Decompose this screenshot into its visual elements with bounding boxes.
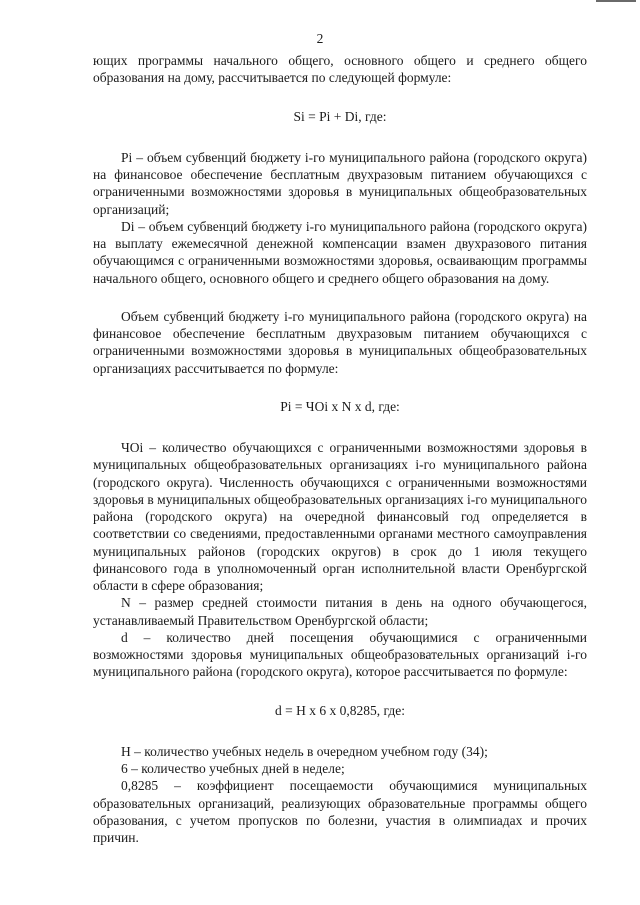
paragraph: Di – объем субвенций бюджету i-го муниципального района (городского округа) на выплату ежемесячной денежной компенсации взамен двухразового питания обучающимся с ограниченными возможностями здоровья, осваивающим программы начального общего, основного общего и среднего общего образования на дому. <box>93 218 587 286</box>
formula: Pi = ЧOi x N x d, где: <box>280 398 400 414</box>
page-number: 2 <box>316 31 324 46</box>
paragraph: Объем субвенций бюджету i-го муниципального района (городского округа) на финансовое обеспечение бесплатным двухразовым питанием обучающихся с ограниченными возможностями здоровья в муниципальных общеобразовательных организациях рассчитывается по формуле: <box>93 308 587 376</box>
paragraph-spacer <box>93 719 587 743</box>
paragraph: Pi – объем субвенций бюджету i-го муниципального района (городского округа) на финансовое обеспечение бесплатным двухразовым питанием обучающихся с ограниченными возможностями здоровья в муниципальных общеобразовательных организаций; <box>93 149 587 217</box>
paragraph: d – количество дней посещения обучающимися с ограниченными возможностями здоровья муниципальных общеобразовательных организаций i-го муниципального района (городского округа), которое рассчитывается по формуле: <box>93 629 587 680</box>
paragraph-spacer <box>93 87 587 108</box>
paragraph-spacer <box>93 287 587 308</box>
paragraph: Н – количество учебных недель в очередном учебном году (34); <box>121 743 488 759</box>
paragraph-spacer <box>93 125 587 149</box>
paragraph: ЧOi – количество обучающихся с ограниченными возможностями здоровья в муниципальных общеобразовательных организациях i-го муниципального района (городского округа). Численность обучающихся с ограниченными возможностями здоровья в муниципальных общеобразовательных организациях i-го муниципального района (городского округа) на очередной финансовый год определяется в соответствии со сведениями, предоставленными органами местного самоуправления муниципальных районов (городских округов) в срок до 1 июля текущего финансового года в уполномоченный орган исполнительной власти Оренбургской области в сфере образования; <box>93 440 587 593</box>
document-body <box>93 52 587 846</box>
paragraph-spacer <box>93 377 587 398</box>
paragraph: 0,8285 – коэффициент посещаемости обучающимися муниципальных образовательных организаций, реализующих образовательные программы общего образования, с учетом пропусков по болезни, участия в олимпиадах и прочих причин. <box>93 778 587 845</box>
scan-corner-mark <box>596 0 636 2</box>
formula: d = H x 6 x 0,8285, где: <box>275 702 405 718</box>
formula: Si = Pi + Di, где: <box>293 108 387 124</box>
paragraph-spacer <box>93 681 587 702</box>
paragraph: N – размер средней стоимости питания в день на одного обучающегося, устанавливаемый Правительством Оренбургской области; <box>93 595 587 628</box>
paragraph: 6 – количество учебных дней в неделе; <box>121 761 345 776</box>
paragraph-spacer <box>93 415 587 439</box>
paragraph: ющих программы начального общего, основного общего и среднего общего образования на дому, рассчитывается по следующей формуле: <box>93 53 587 86</box>
